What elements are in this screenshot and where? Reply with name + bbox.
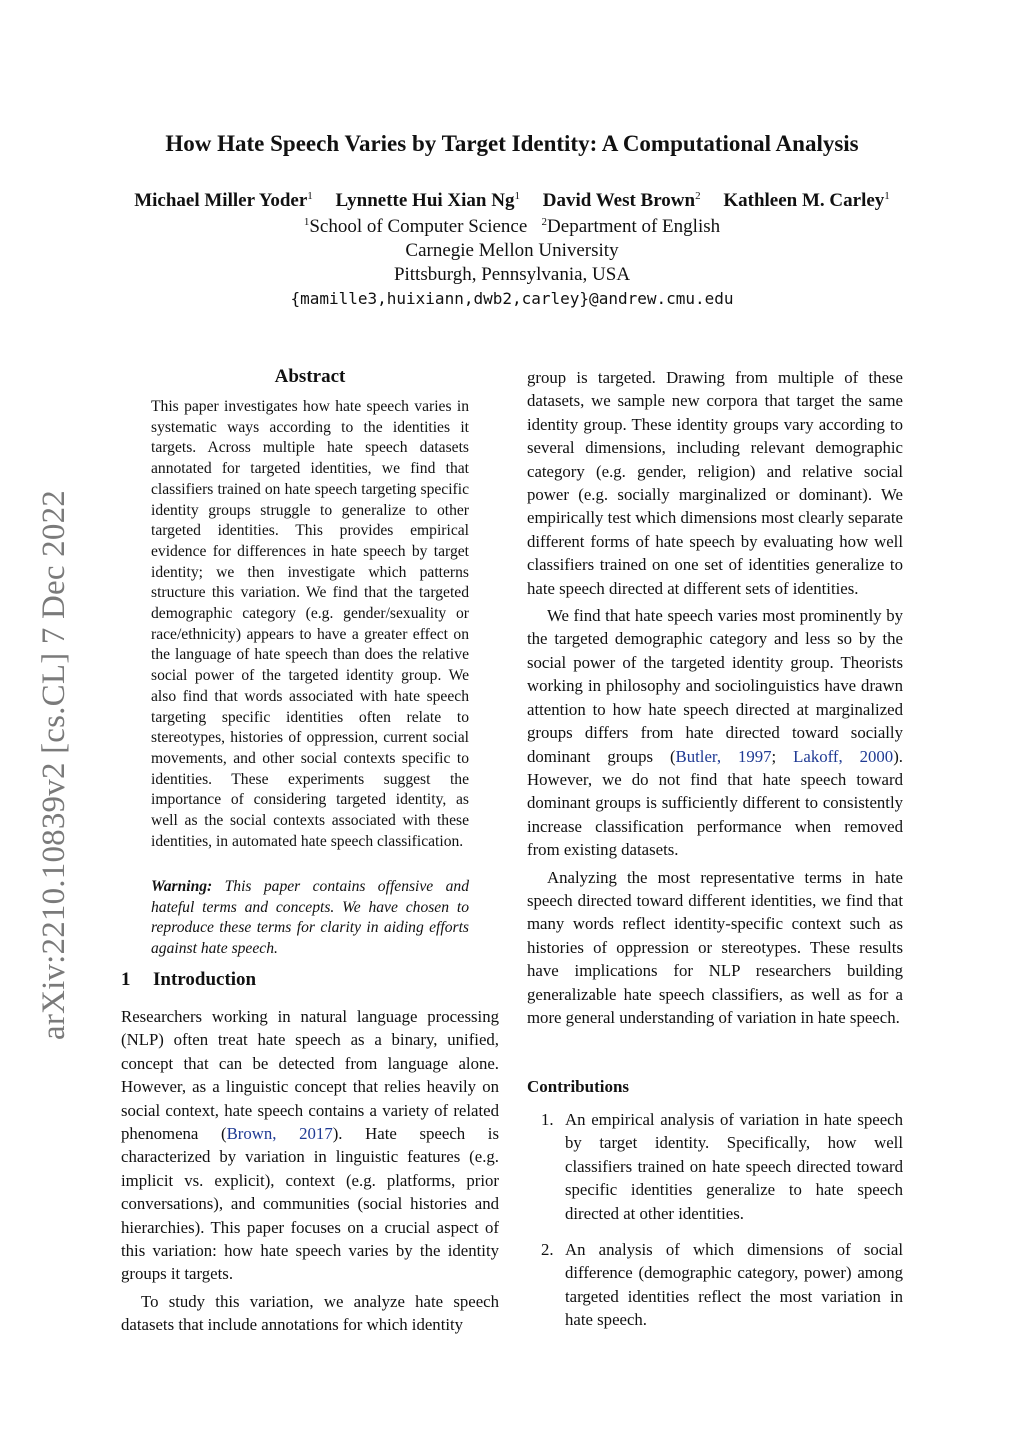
author-emails: {mamille3,huixiann,dwb2,carley}@andrew.cmu.edu (290, 289, 734, 308)
citation-link[interactable]: Butler, 1997 (675, 746, 772, 766)
paragraph: Analyzing the most representative terms in hate speech directed toward different identities, we find that many words reflect identity-specific context such as histories of oppression or stereotypes. These results have implications for NLP researchers building generalizable hate speech classifiers, as well as for a more general understanding of variation in hate speech. (527, 867, 903, 1027)
paragraph: group is targeted. Drawing from multiple of these datasets, we sample new corpora that target the same identity group. These identity groups vary according to several dimensions, including relevant demographic category (e.g. gender, religion) and relative social power (e.g. socially marginalized or dominant). We empirically test which dimensions most clearly separate different forms of hate speech by evaluating how well classifiers trained on one set of identities generalize to hate speech directed at different sets of identities. (527, 368, 903, 598)
location: Pittsburgh, Pennsylvania, USA (393, 264, 631, 285)
content-warning: Warning: This paper contains offensive and hateful terms and concepts. We have chosen to reproduce these terms for clarity in aiding efforts against hate speech. (151, 878, 469, 958)
right-column (527, 366, 903, 1029)
arxiv-stamp: arXiv:2210.10839v2 [cs.CL] 7 Dec 2022 (36, 490, 72, 1040)
paragraph: To study this variation, we analyze hate speech datasets that include annotations for which identity (121, 1291, 499, 1335)
contributions-heading: Contributions (527, 1077, 630, 1096)
paragraph: We find that hate speech varies most prominently by the targeted demographic category and less so by the social power of the targeted identity group. Theorists working in philosophy and sociolinguistics have drawn attention to how hate speech directed at marginalized groups differs from hate directed toward socially dominant groups (Butler, 1997; Lakoff, 2000). However, we do not find that hate speech toward dominant groups is sufficiently different to consistently increase classification performance when removed from existing datasets. (527, 606, 903, 860)
paragraph: Researchers working in natural language processing (NLP) often treat hate speech as a binary, unified, concept that can be detected from language alone. However, as a linguistic concept that relies heavily on social context, hate speech contains a variety of related phenomena (Brown, 2017). Hate speech is characterized by variation in linguistic features (e.g. implicit vs. explicit), context (e.g. platforms, prior conversations), and communities (social histories and hierarchies). This paper focuses on a crucial aspect of this variation: how hate speech varies by the identity groups it targets. (121, 1007, 500, 1284)
author: Michael Miller Yoder$^1$ (134, 190, 313, 211)
university: Carnegie Mellon University (405, 240, 619, 261)
citation-link[interactable]: Brown, 2017 (226, 1124, 333, 1144)
paper-title: How Hate Speech Varies by Target Identity: A Computational Analysis (165, 131, 859, 156)
author: Kathleen M. Carley$^1$ (723, 190, 890, 211)
affiliation-line: $^1$School of Computer Science $^2$Department of English (303, 216, 721, 237)
author-list (0, 190, 1024, 212)
citation-link[interactable]: Lakoff, 2000 (793, 746, 894, 766)
author: Lynnette Hui Xian Ng$^1$ (335, 190, 520, 211)
abstract-heading: Abstract (274, 366, 346, 387)
introduction-body (121, 1005, 499, 1337)
list-item: 2. An analysis of which dimensions of social difference (demographic category, power) among targeted identities reflect the most variation in hate speech. (541, 1240, 903, 1330)
author: David West Brown$^2$ (542, 190, 701, 211)
list-item: 1. An empirical analysis of variation in hate speech by target identity. Specifically, how well classifiers trained on hate speech directed toward specific identities generalize to hate speech directed at other identities. (541, 1110, 903, 1223)
abstract-body: This paper investigates how hate speech varies in systematic ways according to the identities it targets. Across multiple hate speech datasets annotated for targeted identities, we find that classifiers trained on hate speech targeting specific identity groups struggle to generalize to other targeted identities. This provides empirical evidence for differences in hate speech by target identity; we then investigate which patterns structure this variation. We find that the targeted demographic category (e.g. gender/sexuality or race/ethnicity) appears to have a greater effect on the language of hate speech than does the relative social power of the targeted identity group. We also find that words associated with hate speech targeting specific identities often relate to stereotypes, histories of oppression, current social movements, and other social contexts specific to identities. These experiments suggest the importance of considering targeted identity, as well as the social contexts associated with these identities, in automated hate speech classification. (151, 398, 469, 850)
section-heading-introduction: 1 Introduction (121, 969, 257, 990)
